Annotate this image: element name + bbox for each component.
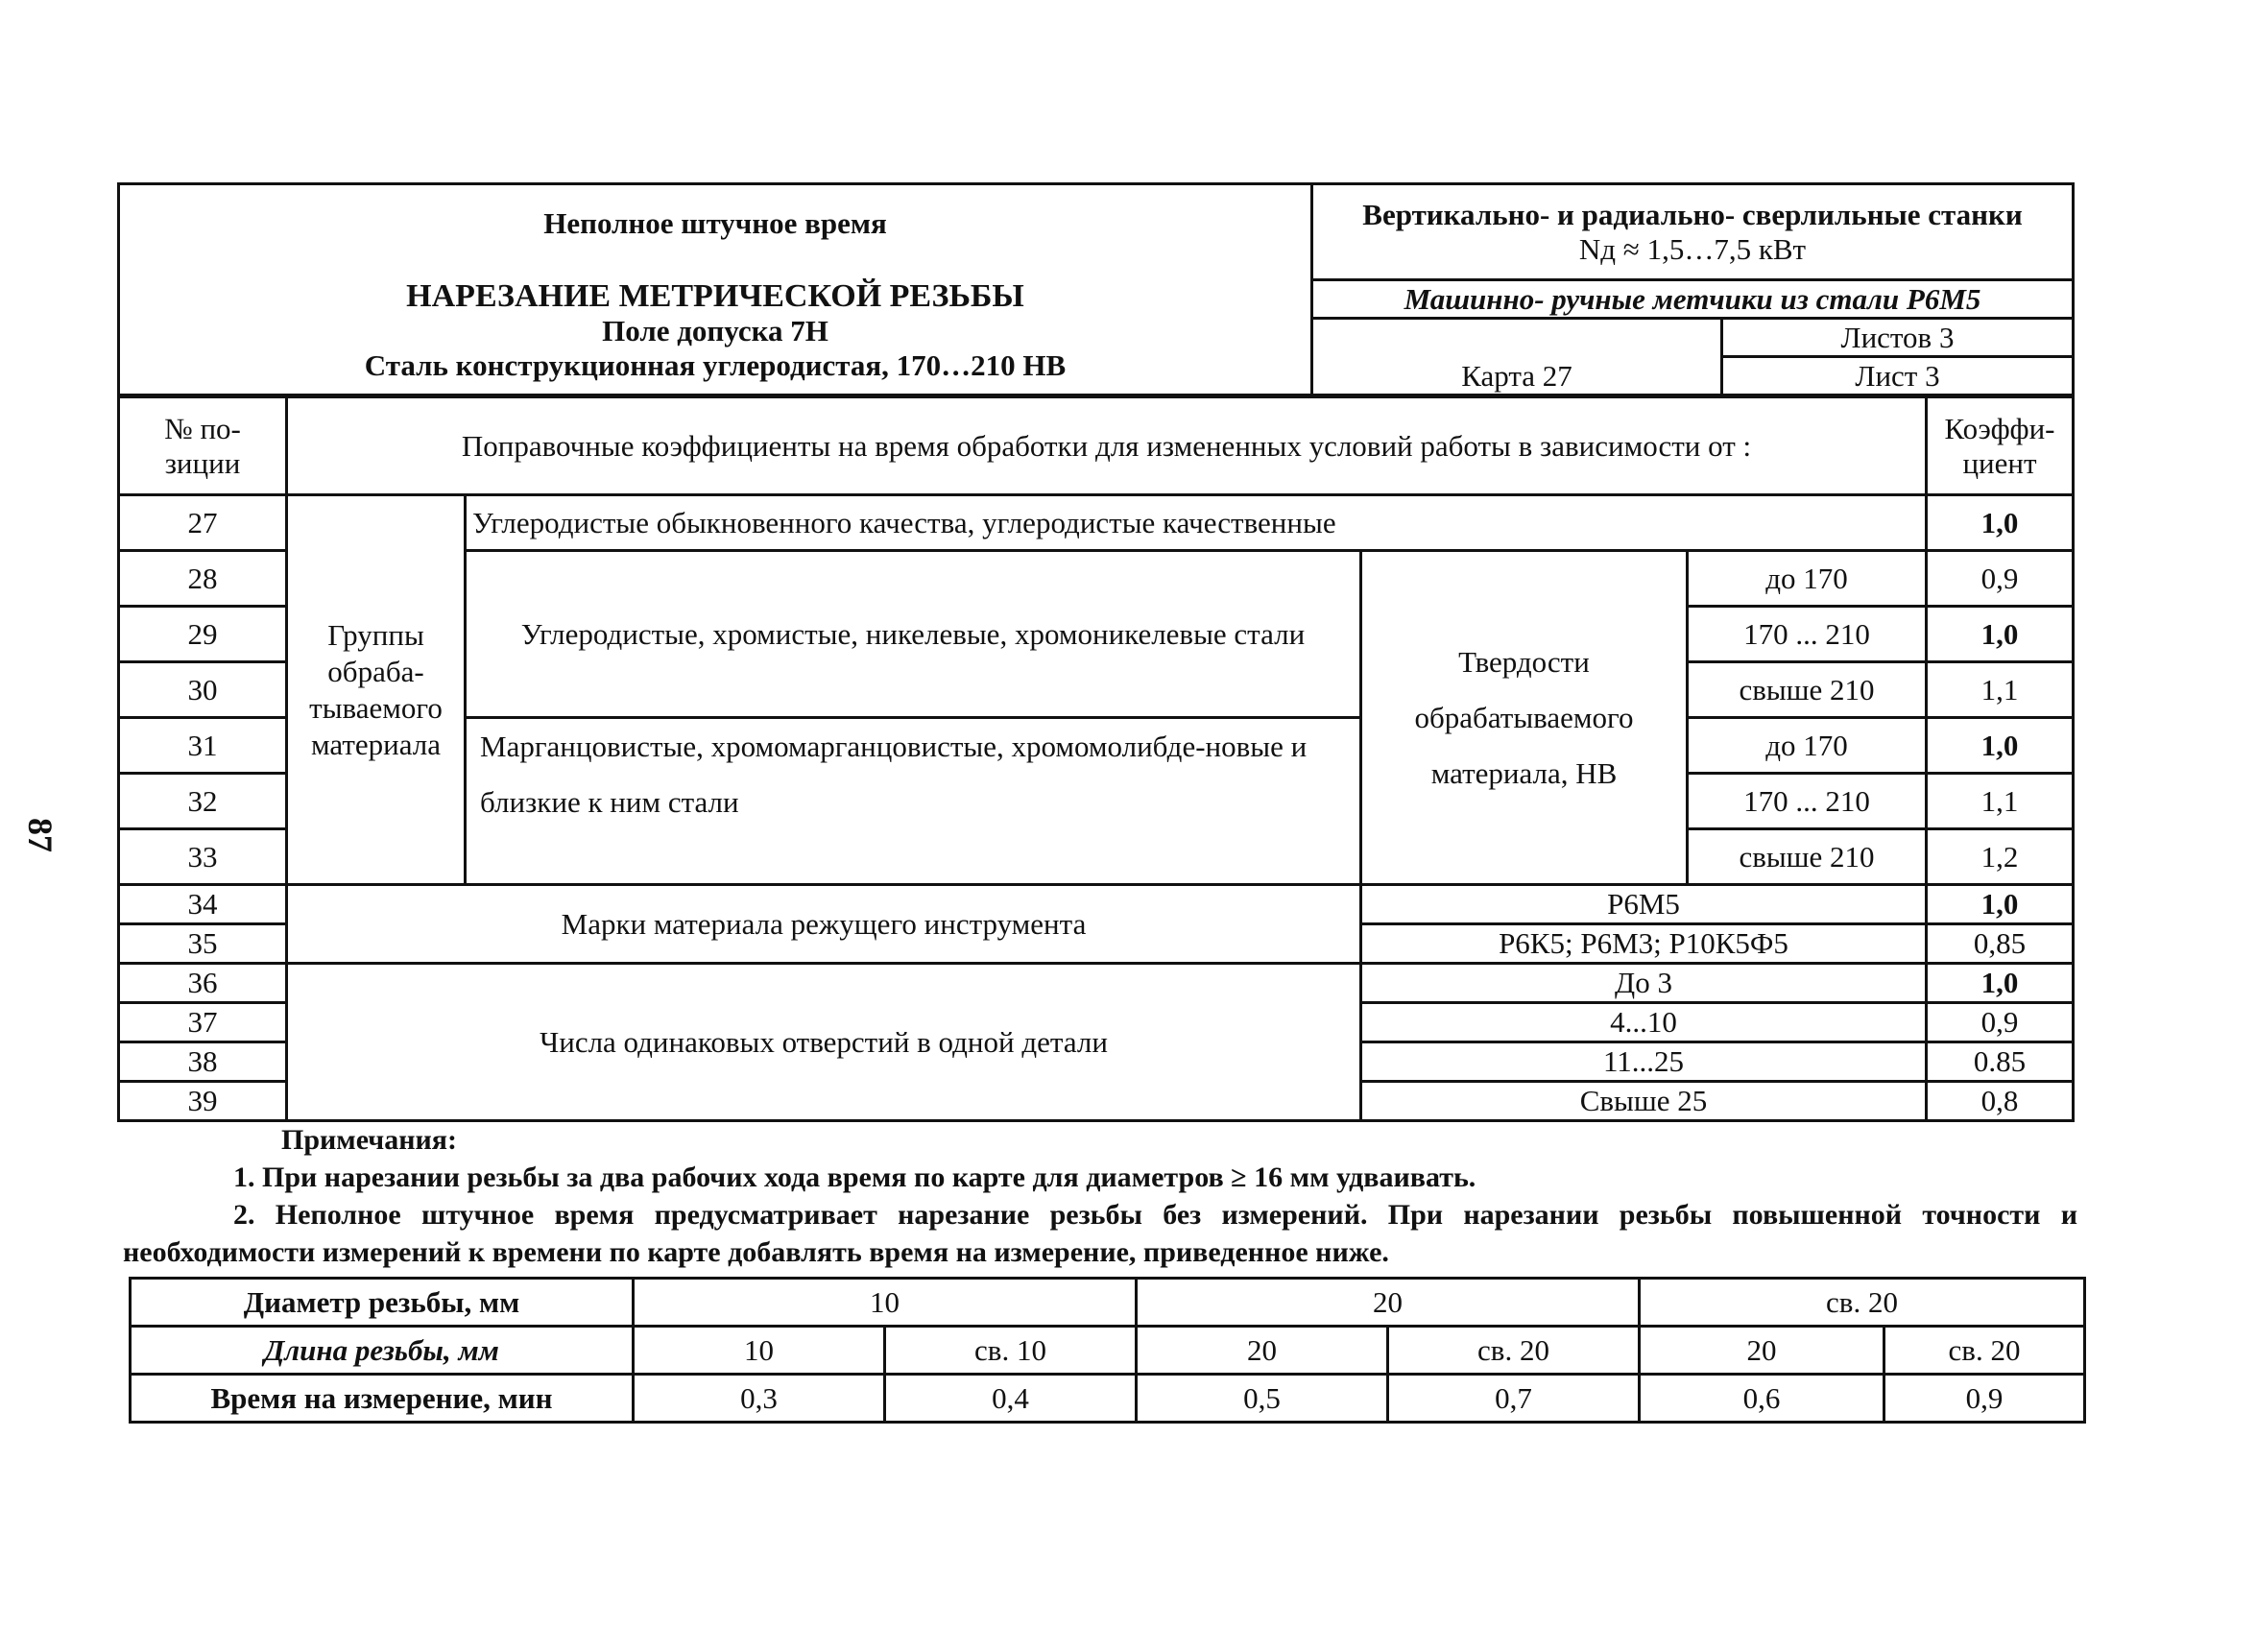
header-card: Карта 27 [1312,319,1722,395]
tool-grade-label: Марки материала режущего инструмента [287,885,1361,964]
coefficient-cell: 1,0 [1927,718,2074,774]
diameter-cell: 20 [1137,1279,1640,1327]
table-row [119,964,2074,1003]
length-cell: св. 20 [1884,1327,2085,1375]
coefficient-cell: 1,0 [1927,885,2074,924]
steels-group-a: Углеродистые, хромистые, никелевые, хромоникелевые стали [466,551,1361,718]
time-cell: 0,7 [1388,1375,1640,1423]
position-cell: 35 [119,924,287,964]
length-cell: 20 [1137,1327,1388,1375]
header-subtitle: Неполное штучное время [543,206,887,240]
holes-cell: 11...25 [1361,1042,1927,1082]
header-sheet: Лист 3 [1722,357,2074,395]
hardness-cell: свыше 210 [1688,662,1927,718]
header-machines-cell [1312,184,2074,280]
measurement-table [129,1277,2086,1424]
position-cell: 37 [119,1003,287,1042]
position-cell: 30 [119,662,287,718]
position-cell: 32 [119,774,287,829]
column-description: Поправочные коэффициенты на время обработки для измененных условий работы в зависимости от : [287,397,1927,495]
length-label: Длина резьбы, мм [131,1327,634,1375]
tool-grade-cell: Р6М5 [1361,885,1927,924]
time-cell: 0,6 [1640,1375,1884,1423]
note-item: 2. Неполное штучное время предусматривает нарезание резьбы без измерений. При нарезании резьбы повышенной точности и необходимости измерений к времени по карте добавлять время на измерение, приведенное ниже. [123,1199,2077,1268]
column-coefficient: Коэффи- циент [1927,397,2074,495]
table-row [119,885,2074,924]
header-power: Nд ≈ 1,5…7,5 кВт [1578,231,1807,266]
coefficient-cell: 0,85 [1927,924,2074,964]
table-header-row [119,397,2074,495]
coefficient-cell: 1,0 [1927,964,2074,1003]
hardness-cell: 170 ... 210 [1688,774,1927,829]
length-cell: 10 [634,1327,885,1375]
time-cell: 0,9 [1884,1375,2085,1423]
position-cell: 38 [119,1042,287,1082]
header-left [119,184,1312,395]
holes-label: Числа одинаковых отверстий в одной детали [287,964,1361,1121]
time-cell: 0,4 [885,1375,1137,1423]
diameter-cell: 10 [634,1279,1137,1327]
position-cell: 31 [119,718,287,774]
holes-cell: 4...10 [1361,1003,1927,1042]
coefficient-cell: 0,9 [1927,551,2074,607]
header-tool: Машинно- ручные метчики из стали Р6М5 [1312,280,2074,319]
table-row [131,1327,2085,1375]
position-cell: 27 [119,495,287,551]
material-group-label: Группы обраба-тываемого материала [287,495,466,885]
holes-cell: Свыше 25 [1361,1082,1927,1121]
coefficient-cell: 0.85 [1927,1042,2074,1082]
hardness-cell: свыше 210 [1688,829,1927,885]
time-cell: 0,3 [634,1375,885,1423]
header-machines: Вертикально- и радиально- сверлильные станки [1362,197,2023,231]
table-row [119,495,2074,551]
hardness-cell: до 170 [1688,551,1927,607]
position-cell: 28 [119,551,287,607]
length-cell: св. 20 [1388,1327,1640,1375]
header-tolerance: Поле допуска 7Н [602,314,828,347]
table-row [131,1375,2085,1423]
page-number: 87 [21,818,60,852]
coefficient-cell: 1,1 [1927,774,2074,829]
coefficient-cell: 0,8 [1927,1082,2074,1121]
column-position: № по- зиции [119,397,287,495]
coefficient-cell: 1,0 [1927,607,2074,662]
position-cell: 33 [119,829,287,885]
notes-heading: Примечания: [281,1124,458,1156]
position-cell: 36 [119,964,287,1003]
header-material: Сталь конструкционная углеродистая, 170…210 НВ [364,348,1067,382]
position-cell: 34 [119,885,287,924]
diameter-cell: св. 20 [1640,1279,2085,1327]
coefficients-table [117,395,2075,1122]
header-sheets-total: Листов 3 [1722,319,2074,357]
length-cell: 20 [1640,1327,1884,1375]
coefficient-cell: 1,2 [1927,829,2074,885]
position-cell: 29 [119,607,287,662]
hardness-label: Твердости обрабатываемого материала, НВ [1361,551,1688,885]
hardness-cell: 170 ... 210 [1688,607,1927,662]
time-label: Время на измерение, мин [131,1375,634,1423]
holes-cell: До 3 [1361,964,1927,1003]
tool-grade-cell: Р6К5; Р6М3; Р10К5Ф5 [1361,924,1927,964]
coefficient-cell: 0,9 [1927,1003,2074,1042]
coefficient-cell: 1,0 [1927,495,2074,551]
note-item: 1. При нарезании резьбы за два рабочих хода время по карте для диаметров ≥ 16 мм удваивать. [233,1161,1476,1193]
coefficient-cell: 1,1 [1927,662,2074,718]
diameter-label: Диаметр резьбы, мм [131,1279,634,1327]
position-cell: 39 [119,1082,287,1121]
notes-block [123,1121,2077,1271]
length-cell: св. 10 [885,1327,1137,1375]
row-text: Углеродистые обыкновенного качества, углеродистые качественные [466,495,1927,551]
steels-group-b: Марганцовистые, хромомарганцовистые, хромомолибде-новые и близкие к ним стали [466,718,1361,885]
table-row [131,1279,2085,1327]
hardness-cell: до 170 [1688,718,1927,774]
header-block [117,182,2075,396]
time-cell: 0,5 [1137,1375,1388,1423]
header-title: НАРЕЗАНИЕ МЕТРИЧЕСКОЙ РЕЗЬБЫ [406,278,1024,314]
